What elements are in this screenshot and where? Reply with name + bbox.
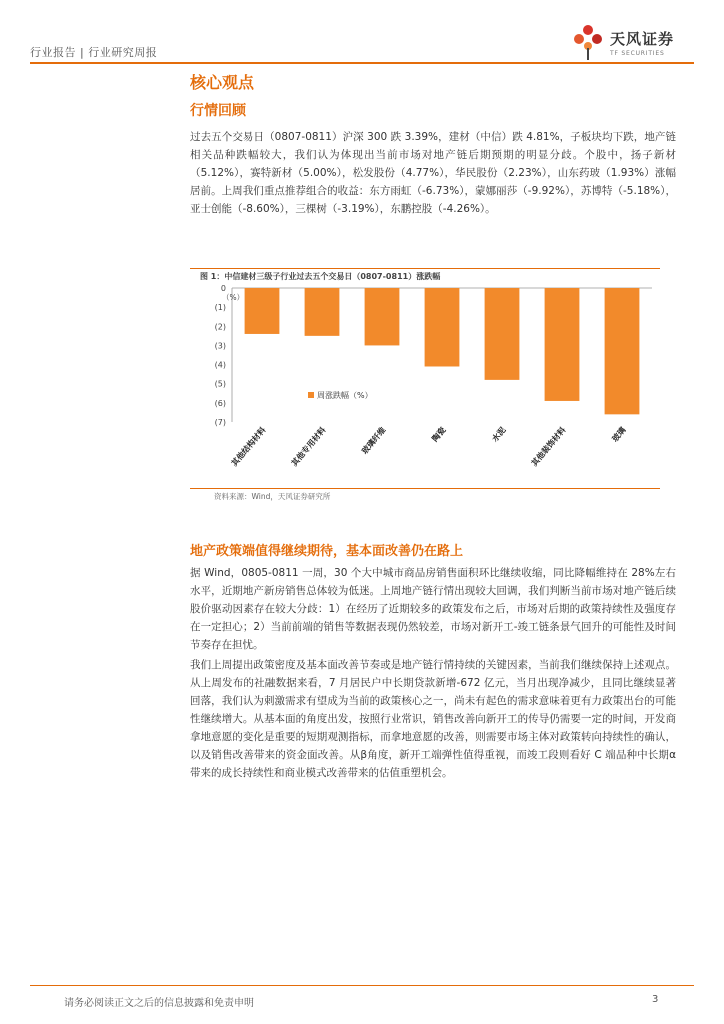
x-axis-labels xyxy=(229,425,628,468)
figure-source: 资料来源：Wind，天风证券研究所 xyxy=(214,492,331,501)
logo-subtitle: TF SECURITIES xyxy=(610,50,665,57)
y-tick-label: (2) xyxy=(214,322,226,332)
figure-caption: 图 1：中信建材三级子行业过去五个交易日（0807-0811）涨跌幅 xyxy=(200,272,441,281)
x-category-label: 其他专用材料 xyxy=(289,425,328,469)
x-category-label: 其他结构材料 xyxy=(229,425,268,469)
bar xyxy=(545,288,580,401)
market-review-paragraph: 过去五个交易日（0807-0811）沪深 300 跌 3.39%，建材（中信）跌 4.81%，子板块均下跌，地产链相关品种跌幅较大，我们认为体现出当前市场对地产链后期预期的明显分歧。个股中，扬子新材（5.12%），赛特新材（5.00%），松发股份（4.77%），华民股份（2.23%），山东药玻（1.93%）涨幅居前。上周我们重点推荐组合的收益：东方雨虹（-6.73%），蒙娜丽莎（-9.92%），苏博特（-5.18%），亚士创能（-8.60%），三棵树（-3.19%），东鹏控股（-4.26%）。 xyxy=(190,131,676,215)
y-tick-label: (6) xyxy=(214,398,226,408)
fundamentals-paragraph: 我们上周提出政策密度及基本面改善节奏或是地产链行情持续的关键因素，当前我们继续保持上述观点。从上周发布的社融数据来看，7 月居民户中长期贷款新增-672 亿元，当月出现净减少，且同比继续显著回落，我们认为刺激需求有望成为当前的政策核心之一，尚未有起色的需求意味着更有力政策出台的可能性继续增大。从基本面的角度出发，按照行业常识，销售改善向新开工的传导仍需要一定的时间，开发商拿地意愿的变化是重要的短期观测指标，而拿地意愿的改善，则需要市场主体对政策转向持续性的确认，以及销售改善带来的资金面改善。从β角度，新开工端弹性值得重视，而竣工段则看好 C 端品种中长期α带来的成长持续性和商业模式改善带来的估值重塑机会。 xyxy=(190,659,676,779)
footer-disclaimer: 请务必阅读正文之后的信息披露和免责申明 xyxy=(64,998,254,1009)
figure-bottom-rule xyxy=(190,488,660,489)
figure-top-rule xyxy=(190,268,660,269)
page-number: 3 xyxy=(652,994,659,1005)
legend xyxy=(308,390,373,400)
y-tick-label: (1) xyxy=(214,303,226,313)
bar xyxy=(305,288,340,336)
y-tick-label: (3) xyxy=(214,341,226,351)
x-category-label: 陶瓷 xyxy=(430,425,448,444)
logo-name: 天风证券 xyxy=(610,30,675,48)
y-tick-label: (7) xyxy=(214,418,226,427)
bar xyxy=(425,288,460,366)
policy-paragraph: 据 Wind，0805-0811 一周，30 个大中城市商品房销售面积环比继续收缩，同比降幅维持在 28%左右水平，近期地产新房销售总体较为低迷。上周地产链行情出现较大回调，我们判断当前市场对地产链后续股价驱动因素存在较大分歧：1）在经历了近期较多的政策发布之后，市场对后期的政策持续性及强度存在一定担心；2）当前前端的销售等数据表现仍然较差，市场对新开工-竣工链条景气回升的可能性及时间节奏存在担忧。 xyxy=(190,567,676,651)
legend-swatch xyxy=(308,392,314,398)
policy-heading: 地产政策端值得继续期待，基本面改善仍在路上 xyxy=(190,544,464,559)
x-category-label: 水泥 xyxy=(490,425,508,444)
x-category-label: 其他装饰材料 xyxy=(529,425,568,469)
subsection-title: 行情回顾 xyxy=(190,103,246,119)
y-tick-label: 0 xyxy=(220,284,226,293)
x-category-label: 玻璃 xyxy=(610,425,628,444)
bar xyxy=(485,288,520,380)
bar-chart xyxy=(190,280,660,486)
footer-divider xyxy=(30,985,694,986)
bars xyxy=(245,288,640,414)
y-tick-label: (5) xyxy=(214,379,226,389)
report-type-label: 行业报告 | 行业研究周报 xyxy=(30,46,158,59)
section-title: 核心观点 xyxy=(190,73,255,92)
y-unit-label: （%） xyxy=(222,293,245,302)
bar xyxy=(245,288,280,334)
y-tick-label: (4) xyxy=(214,360,226,370)
header-divider xyxy=(30,62,694,64)
bar xyxy=(365,288,400,345)
bar xyxy=(605,288,640,414)
x-category-label: 玻璃纤维 xyxy=(360,425,388,456)
legend-label: 周涨跌幅（%） xyxy=(317,391,373,400)
logo-flower-icon xyxy=(570,22,606,62)
company-logo xyxy=(570,22,700,62)
